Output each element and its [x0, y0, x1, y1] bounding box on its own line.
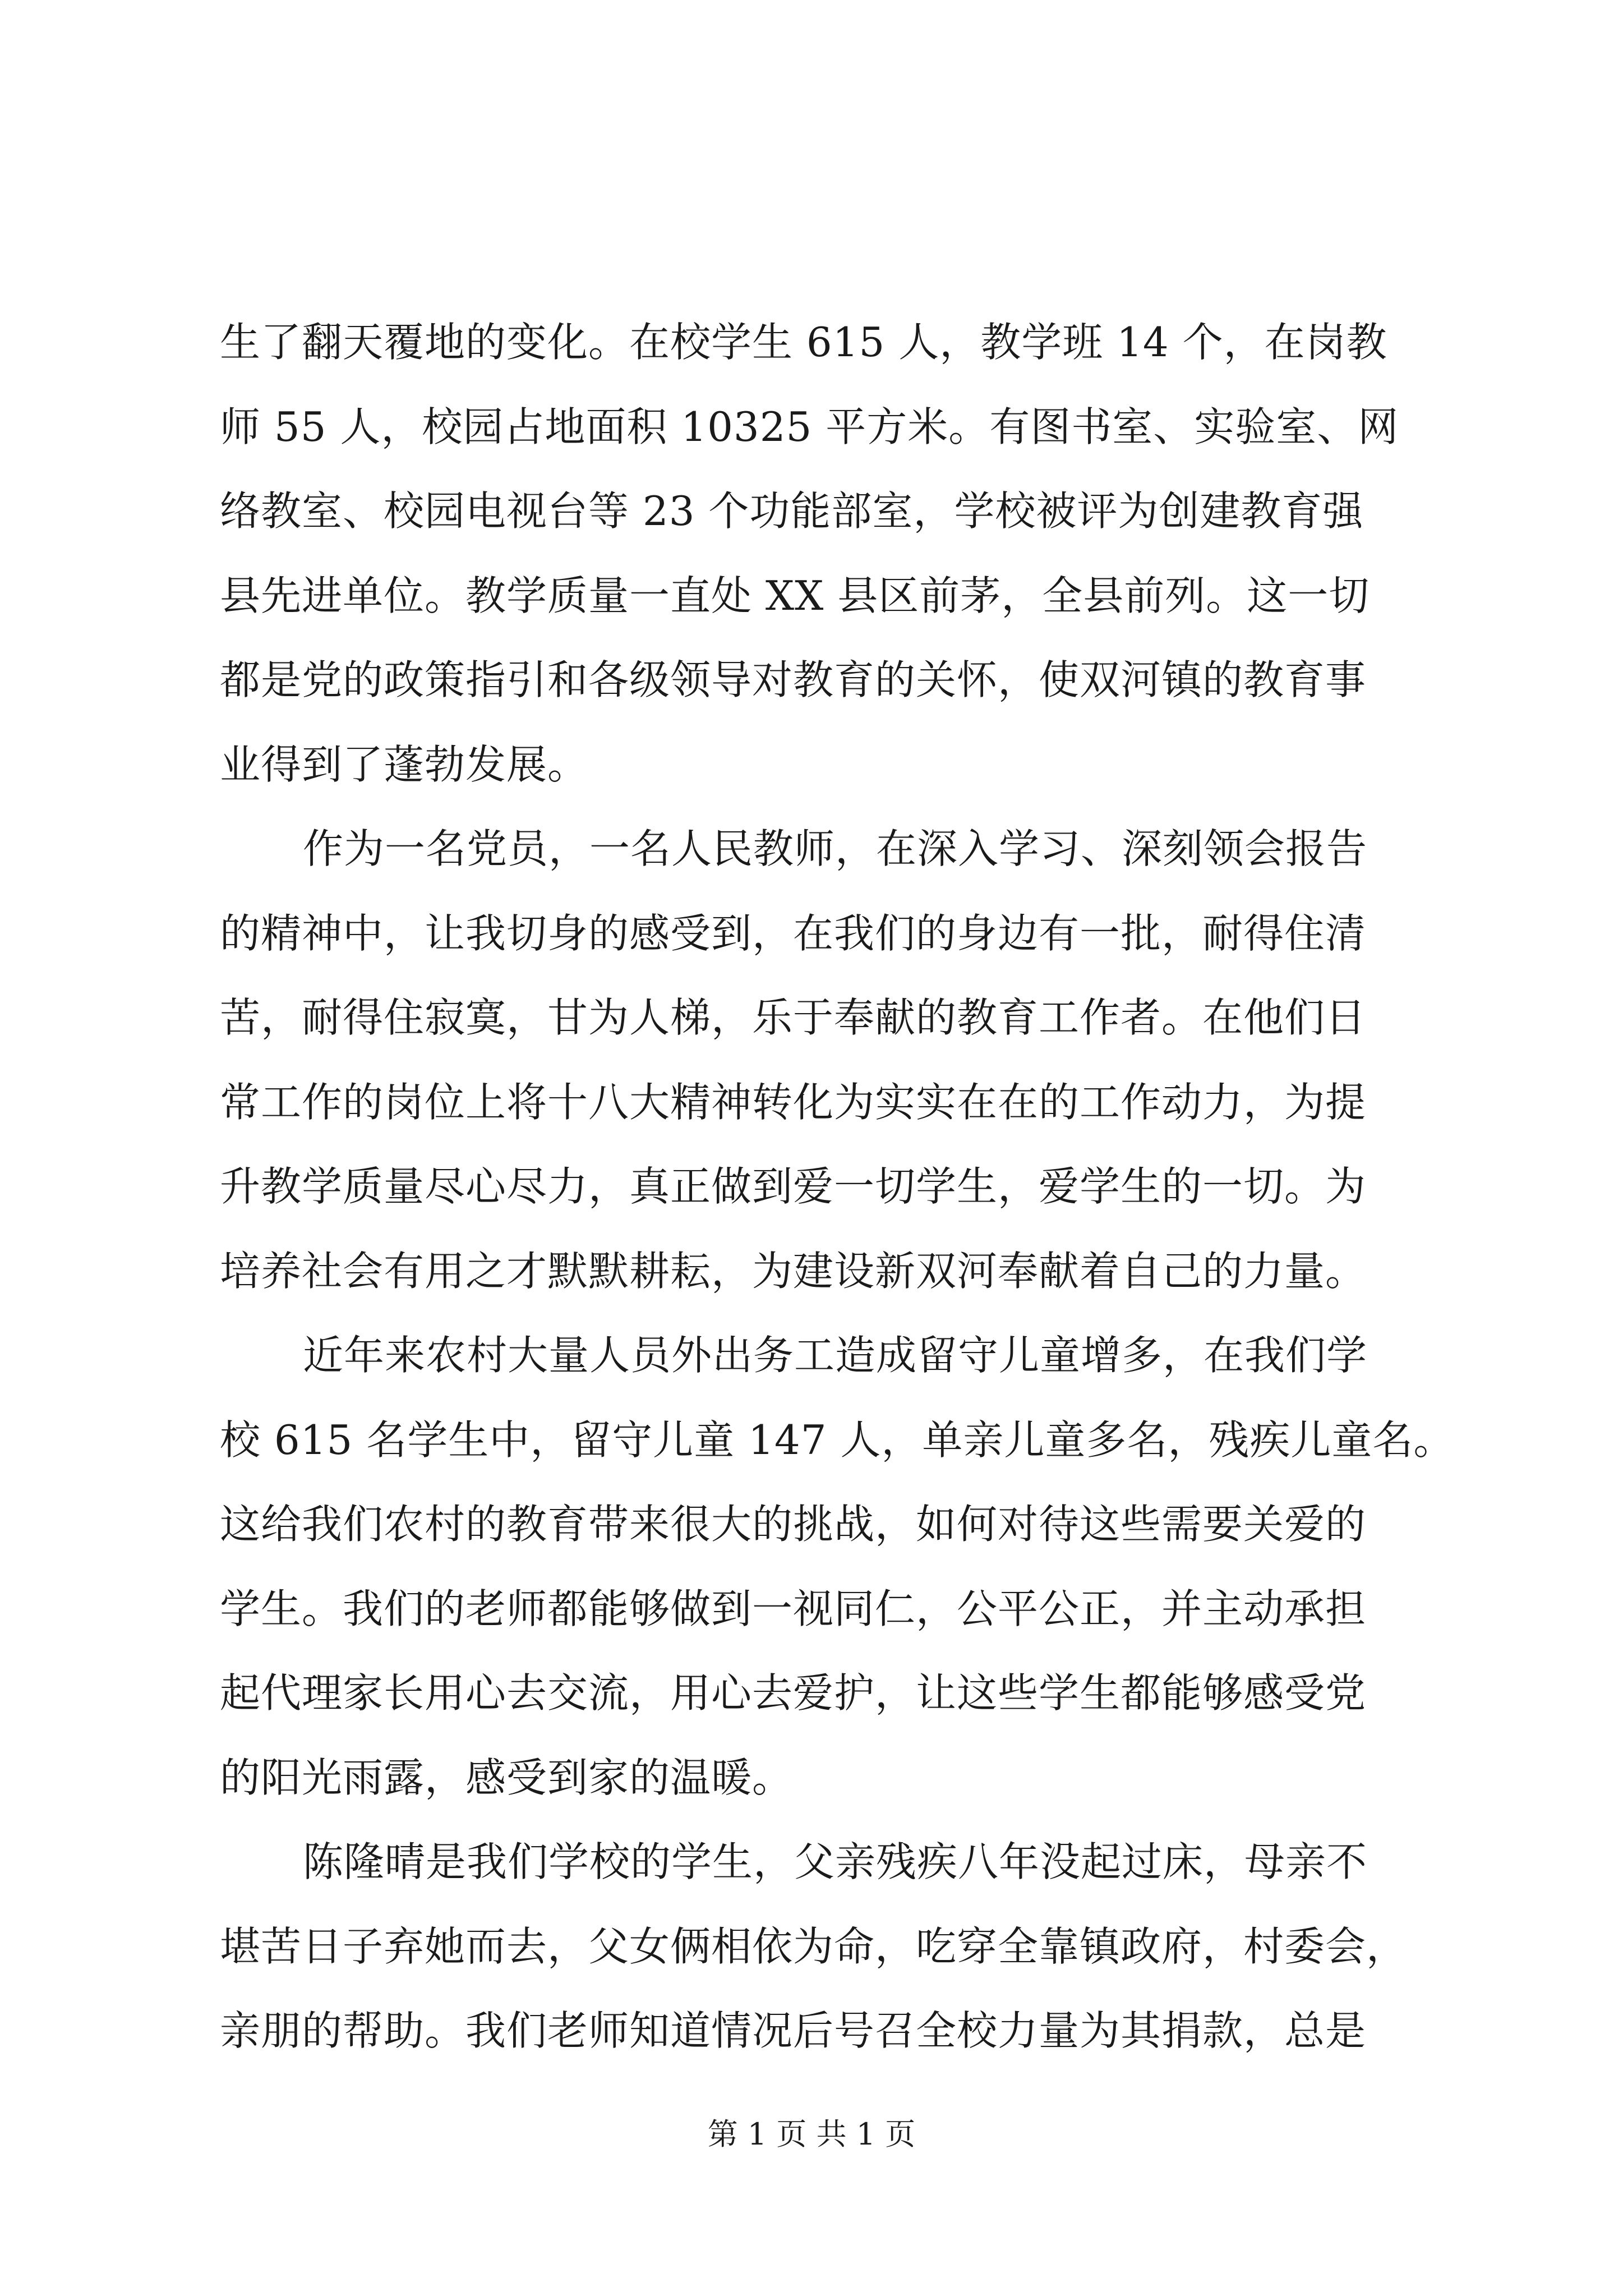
text-line: 苦，耐得住寂寞，甘为人梯，乐于奉献的教育工作者。在他们日: [220, 994, 1367, 1041]
text-line: 学生。我们的老师都能够做到一视同仁，公平公正，并主动承担: [220, 1585, 1367, 1632]
text-line: 都是党的政策指引和各级领导对教育的关怀，使双河镇的教育事: [220, 656, 1367, 703]
page-number-label: 第 1 页 共 1 页: [707, 2116, 916, 2152]
text-line: 这给我们农村的教育带来很大的挑战，如何对待这些需要关爱的: [220, 1501, 1367, 1548]
text-line: 的阳光雨露，感受到家的温暖。: [220, 1754, 794, 1801]
document-body: [220, 300, 1455, 2073]
text-line: 升教学质量尽心尽力，真正做到爱一切学生，爱学生的一切。为: [220, 1163, 1367, 1210]
text-line: 师 55 人，校园占地面积 10325 平方米。有图书室、实验室、网: [220, 403, 1399, 450]
text-line: 亲朋的帮助。我们老师知道情况后号召全校力量为其捐款，总是: [220, 2007, 1367, 2054]
text-line: 业得到了蓬勃发展。: [220, 740, 589, 788]
text-line: 堪苦日子弃她而去，父女俩相依为命，吃穿全靠镇政府，村委会，: [220, 1922, 1408, 1970]
page-footer: [0, 2115, 1623, 2154]
paragraph-first-line: 近年来农村大量人员外出务工造成留守儿童增多，在我们学: [303, 1332, 1368, 1379]
text-line: 县先进单位。教学质量一直处 XX 县区前茅，全县前列。这一切: [220, 572, 1370, 619]
text-line: 校 615 名学生中，留守儿童 147 人，单亲儿童多名，残疾儿童名。: [220, 1416, 1455, 1464]
text-line: 培养社会有用之才默默耕耘，为建设新双河奉献着自己的力量。: [220, 1247, 1367, 1295]
text-line: 起代理家长用心去交流，用心去爱护，让这些学生都能够感受党: [220, 1669, 1367, 1717]
text-line: 常工作的岗位上将十八大精神转化为实实在在的工作动力，为提: [220, 1078, 1367, 1126]
paragraph-first-line: 作为一名党员，一名人民教师，在深入学习、深刻领会报告: [303, 825, 1368, 872]
text-line: 的精神中，让我切身的感受到，在我们的身边有一批，耐得住清: [220, 909, 1367, 957]
paragraph-first-line: 陈隆晴是我们学校的学生，父亲残疾八年没起过床，母亲不: [303, 1838, 1368, 1885]
text-line: 生了翻天覆地的变化。在校学生 615 人，教学班 14 个，在岗教: [220, 319, 1387, 366]
text-line: 络教室、校园电视台等 23 个功能部室，学校被评为创建教育强: [220, 487, 1364, 535]
